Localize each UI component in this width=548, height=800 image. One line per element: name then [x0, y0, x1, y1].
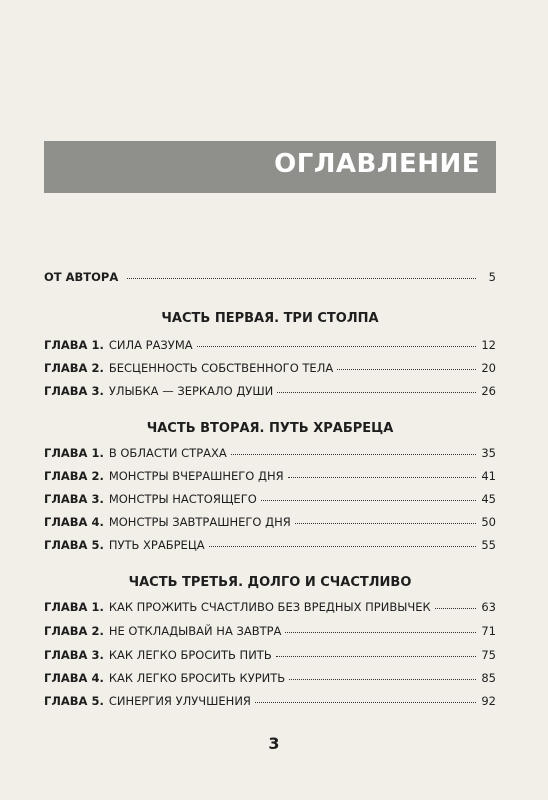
chapter-title: МОНСТРЫ ВЧЕРАШНЕГО ДНЯ [108, 469, 284, 483]
page-title: ОГЛАВЛЕНИЕ [274, 149, 480, 179]
chapter-label: ГЛАВА 5. [44, 538, 104, 552]
page-ref: 20 [481, 361, 496, 375]
page-ref: 35 [481, 446, 496, 460]
toc-entry[interactable] [44, 469, 496, 487]
dot-leader [337, 368, 476, 370]
page-ref: 71 [481, 624, 496, 638]
chapter-title: КАК ЛЕГКО БРОСИТЬ КУРИТЬ [108, 671, 286, 685]
dot-leader [255, 701, 476, 703]
chapter-label: ГЛАВА 2. [44, 469, 104, 483]
chapter-label: ГЛАВА 5. [44, 694, 104, 708]
preface-label: ОТ АВТОРА [44, 270, 119, 284]
chapter-label: ГЛАВА 1. [44, 600, 104, 614]
part-heading: ЧАСТЬ ПЕРВАЯ. ТРИ СТОЛПА [161, 311, 379, 326]
page-ref: 75 [481, 648, 496, 662]
chapter-title: ПУТЬ ХРАБРЕЦА [108, 538, 205, 552]
page-ref: 12 [481, 338, 496, 352]
chapter-title: МОНСТРЫ НАСТОЯЩЕГО [108, 492, 257, 506]
chapter-title: В ОБЛАСТИ СТРАХА [108, 446, 227, 460]
page-ref: 92 [481, 694, 496, 708]
dot-leader [435, 607, 476, 609]
page-ref: 55 [481, 538, 496, 552]
dot-leader [285, 631, 476, 633]
chapter-title: СИЛА РАЗУМА [108, 338, 193, 352]
toc-entry[interactable] [44, 600, 496, 618]
toc-entry[interactable] [44, 338, 496, 356]
chapter-title: УЛЫБКА — ЗЕРКАЛО ДУШИ [108, 384, 274, 398]
dot-leader [277, 391, 476, 393]
toc-entry[interactable] [44, 648, 496, 666]
toc-entry[interactable] [44, 492, 496, 510]
dot-leader [209, 545, 476, 547]
toc-entry[interactable] [44, 624, 496, 642]
page-ref: 85 [481, 671, 496, 685]
page-ref: 5 [488, 270, 496, 284]
chapter-label: ГЛАВА 3. [44, 384, 104, 398]
chapter-label: ГЛАВА 1. [44, 446, 104, 460]
chapter-title: МОНСТРЫ ЗАВТРАШНЕГО ДНЯ [108, 515, 291, 529]
chapter-label: ГЛАВА 2. [44, 624, 104, 638]
chapter-title: БЕСЦЕННОСТЬ СОБСТВЕННОГО ТЕЛА [108, 361, 334, 375]
part-heading: ЧАСТЬ ТРЕТЬЯ. ДОЛГО И СЧАСТЛИВО [128, 575, 412, 590]
dot-leader [231, 453, 476, 455]
toc-entry[interactable] [44, 384, 496, 402]
dot-leader [288, 476, 476, 478]
dot-leader [127, 277, 476, 279]
chapter-title: КАК ПРОЖИТЬ СЧАСТЛИВО БЕЗ ВРЕДНЫХ ПРИВЫЧЕК [108, 600, 431, 614]
chapter-title: НЕ ОТКЛАДЫВАЙ НА ЗАВТРА [108, 624, 282, 638]
dot-leader [261, 499, 476, 501]
page-number: 3 [268, 734, 280, 753]
page-ref: 26 [481, 384, 496, 398]
chapter-label: ГЛАВА 4. [44, 515, 104, 529]
chapter-label: ГЛАВА 3. [44, 492, 104, 506]
toc-entry[interactable] [44, 515, 496, 533]
toc-entry[interactable] [44, 694, 496, 712]
chapter-label: ГЛАВА 2. [44, 361, 104, 375]
page-ref: 63 [481, 600, 496, 614]
toc-entry[interactable] [44, 671, 496, 689]
toc-entry[interactable] [44, 361, 496, 379]
toc-entry[interactable] [44, 446, 496, 464]
page-ref: 50 [481, 515, 496, 529]
chapter-title: КАК ЛЕГКО БРОСИТЬ ПИТЬ [108, 648, 272, 662]
dot-leader [295, 522, 476, 524]
chapter-label: ГЛАВА 3. [44, 648, 104, 662]
page-ref: 45 [481, 492, 496, 506]
dot-leader [289, 678, 476, 680]
toc-entry[interactable] [44, 538, 496, 556]
chapter-label: ГЛАВА 1. [44, 338, 104, 352]
toc-entry-preface[interactable] [44, 270, 496, 288]
chapter-label: ГЛАВА 4. [44, 671, 104, 685]
title-banner [44, 141, 496, 193]
dot-leader [197, 345, 476, 347]
dot-leader [276, 655, 476, 657]
page-ref: 41 [481, 469, 496, 483]
part-heading: ЧАСТЬ ВТОРАЯ. ПУТЬ ХРАБРЕЦА [146, 421, 394, 436]
chapter-title: СИНЕРГИЯ УЛУЧШЕНИЯ [108, 694, 251, 708]
